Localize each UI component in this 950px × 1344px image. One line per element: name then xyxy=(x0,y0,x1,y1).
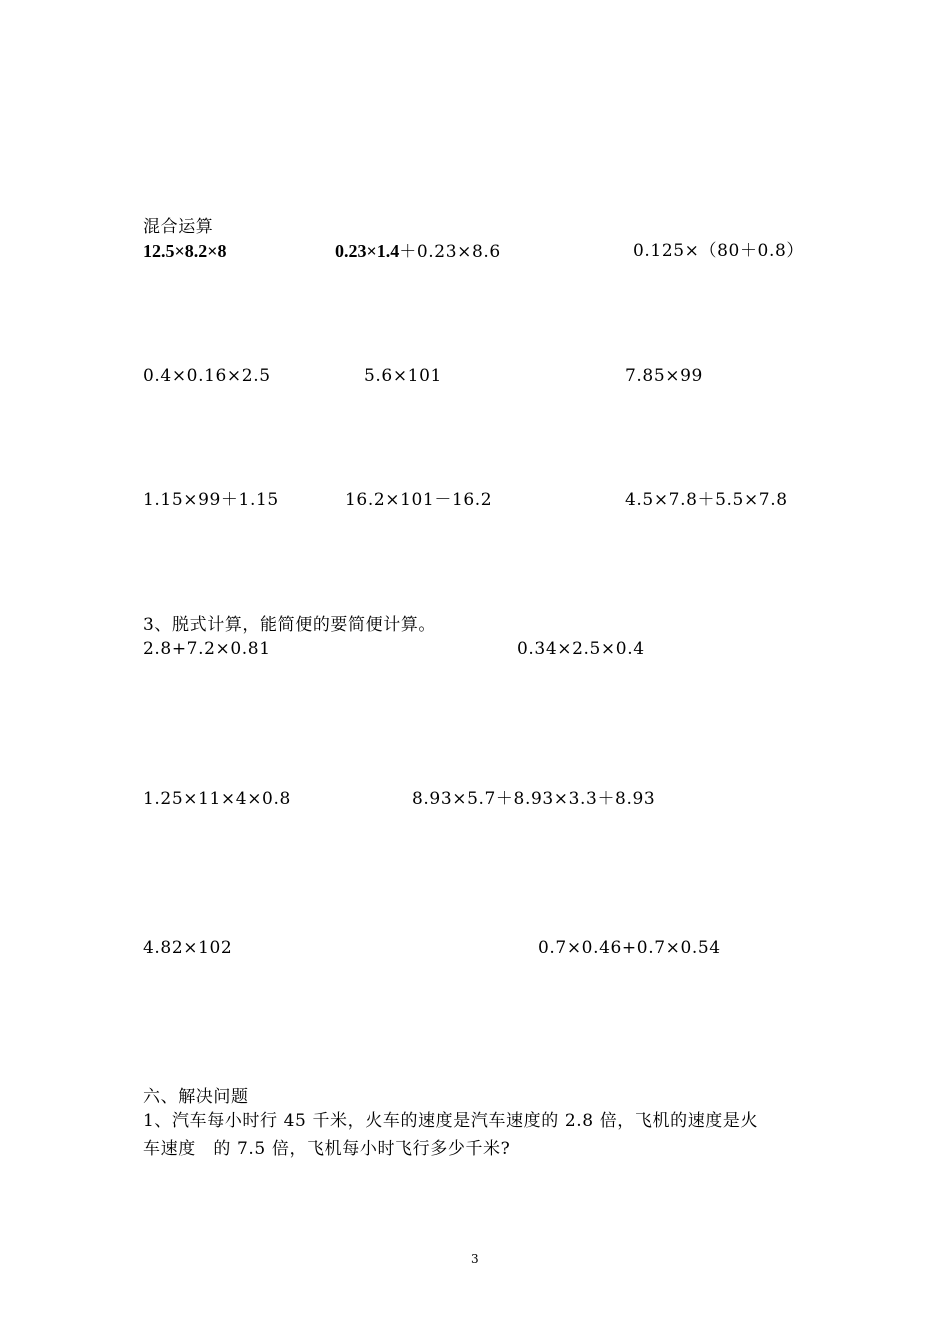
problem-mixed-1-2-bold: 0.23×1.4 xyxy=(335,241,400,261)
word-problem-1-line-1: 1、汽车每小时行 45 千米，火车的速度是汽车速度的 2.8 倍，飞机的速度是火 xyxy=(143,1111,759,1131)
problem-step-1-2: 0.34×2.5×0.4 xyxy=(517,639,645,659)
problem-mixed-1-2 xyxy=(335,240,501,263)
problem-mixed-3-1: 1.15×99＋1.15 xyxy=(143,490,279,510)
problem-mixed-2-3: 7.85×99 xyxy=(625,366,703,386)
problem-step-3-1: 4.82×102 xyxy=(143,938,233,958)
problem-mixed-2-2: 5.6×101 xyxy=(364,366,442,386)
word-problem-1-line-2: 车速度 的 7.5 倍，飞机每小时飞行多少千米? xyxy=(143,1139,511,1159)
problem-step-1-1: 2.8+7.2×0.81 xyxy=(143,639,271,659)
problem-mixed-1-1: 12.5×8.2×8 xyxy=(143,241,227,261)
solve-problems-heading: 六、解决问题 xyxy=(143,1087,249,1107)
problem-step-3-2: 0.7×0.46+0.7×0.54 xyxy=(538,938,721,958)
problem-mixed-3-3: 4.5×7.8＋5.5×7.8 xyxy=(625,490,788,510)
problem-mixed-1-3: 0.125×（80＋0.8） xyxy=(633,241,804,261)
problem-mixed-3-2: 16.2×101－16.2 xyxy=(345,490,493,510)
mixed-operations-heading: 混合运算 xyxy=(143,217,214,237)
page-number: 3 xyxy=(471,1252,479,1266)
problem-mixed-2-1: 0.4×0.16×2.5 xyxy=(143,366,271,386)
step-calculation-heading: 3、脱式计算，能简便的要简便计算。 xyxy=(143,615,437,635)
problem-step-2-1: 1.25×11×4×0.8 xyxy=(143,789,291,809)
problem-mixed-1-2-rest: ＋0.23×8.6 xyxy=(399,242,501,262)
problem-step-2-2: 8.93×5.7＋8.93×3.3＋8.93 xyxy=(412,789,656,809)
